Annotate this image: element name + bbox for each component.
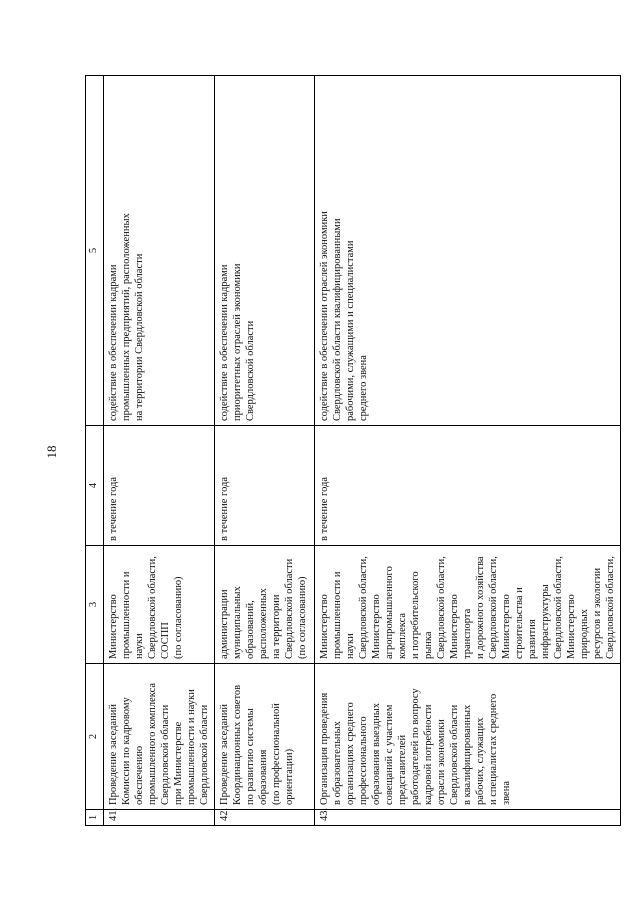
table-row bbox=[104, 76, 215, 826]
term-cell: в течение года bbox=[215, 426, 315, 546]
table-row bbox=[315, 76, 621, 826]
document-sheet bbox=[85, 76, 616, 826]
executor-cell: Министерство промышленности и науки Свердловской области, Министерство агропромышленного комплекса и потребительского рынка Свердловской области, Министерство транспорта и дорожного хозяйства Свердловской области, Министерство строительства и развития инфраструктуры Свердловской области, Министерство природных ресурсов и экологии Свердловской области, bbox=[315, 546, 621, 664]
event-cell: Проведение заседаний Комиссии по кадровому обеспечению промышленного комплекса Свердловской области при Министерстве промышленности и науки Свердловской области bbox=[104, 664, 215, 810]
executor-cell: администрации муниципальных образований, расположенных на территории Свердловской области (по согласованию) bbox=[215, 546, 315, 664]
result-cell: содействие в обеспечении отраслей экономики Свердловской области квалифицированными рабочими, служащими и специалистами среднего звена bbox=[315, 76, 621, 426]
term-cell: в течение года bbox=[104, 426, 215, 546]
table-header-row bbox=[86, 76, 104, 826]
page-number: 18 bbox=[44, 445, 59, 459]
event-cell: Организация проведения в образовательных организациях среднего профессионального образования выездных совещаний с участием представителей работодателей по вопросу кадровой потребности отрасли экономики Свердловской области в квалифицированных рабочих, служащих и специалистах среднего звена bbox=[315, 664, 621, 810]
event-cell: Проведение заседаний Координационных советов по развитию системы образования (по профессиональной ориентации) bbox=[215, 664, 315, 810]
header-col-2: 2 bbox=[86, 664, 104, 810]
row-number: 42. bbox=[215, 810, 315, 826]
row-number: 41. bbox=[104, 810, 215, 826]
result-cell: содействие в обеспечении кадрами приоритетных отраслей экономики Свердловской области bbox=[215, 76, 315, 426]
executor-cell: Министерство промышленности и науки Свердловской области, СОСПП (по согласованию) bbox=[104, 546, 215, 664]
table-row bbox=[215, 76, 315, 826]
term-cell: в течение года bbox=[315, 426, 621, 546]
row-number: 43. bbox=[315, 810, 621, 826]
header-col-3: 3 bbox=[86, 546, 104, 664]
result-cell: содействие в обеспечении кадрами промышленных предприятий, расположенных на территории Свердловской области bbox=[104, 76, 215, 426]
header-col-5: 5 bbox=[86, 76, 104, 426]
events-table bbox=[85, 75, 621, 826]
header-col-4: 4 bbox=[86, 426, 104, 546]
header-col-1: 1 bbox=[86, 810, 104, 826]
